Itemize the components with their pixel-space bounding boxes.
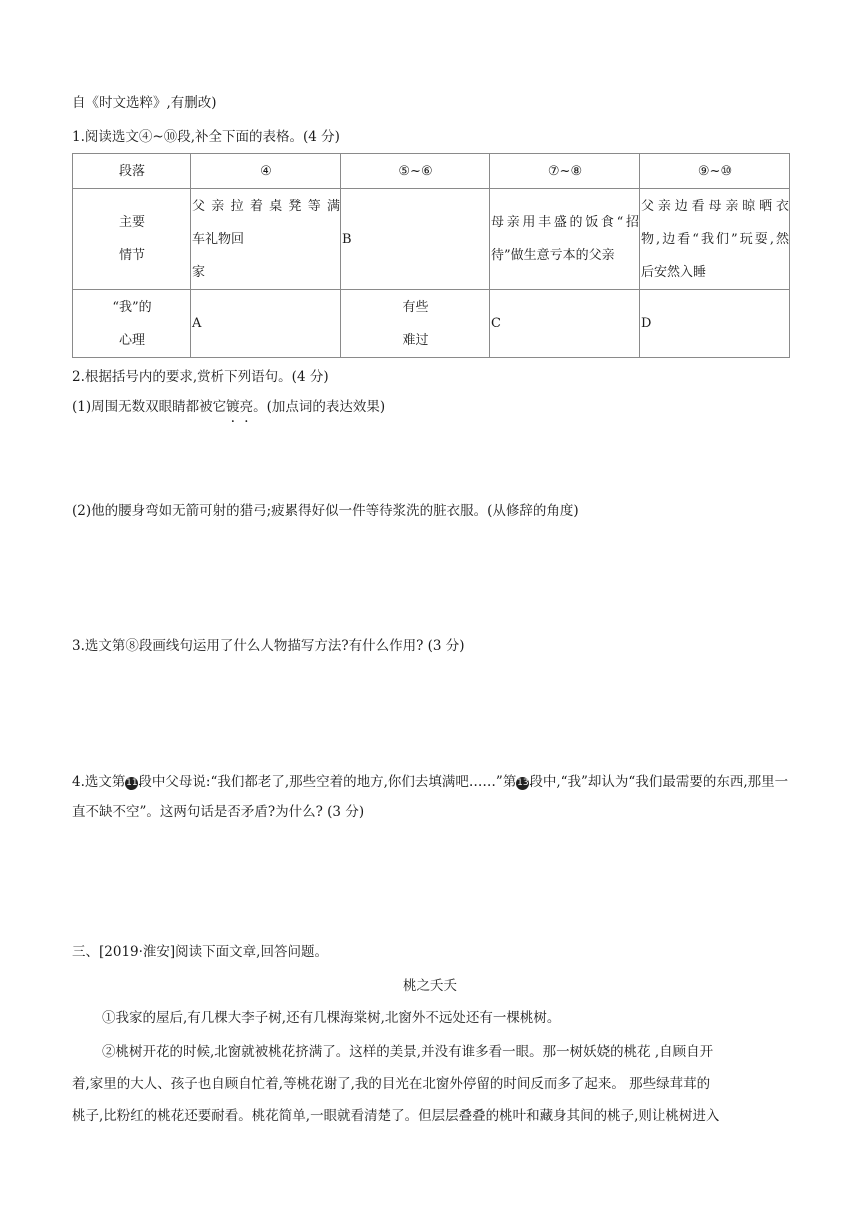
- question-2-sub-1: (1)周围无数双眼睛都被它镀亮。(加点词的表达效果): [72, 399, 386, 415]
- cell-mood-c: C: [490, 290, 640, 358]
- cell-mood-5-6: 有些 难过: [341, 290, 490, 358]
- section-3-heading: 三、[2019·淮安]阅读下面文章,回答问题。: [72, 944, 328, 960]
- dotted-char: 亮: [239, 399, 254, 415]
- article-paragraph-1: ①我家的屋后,有几棵大李子树,还有几棵海棠树,北窗外不远处还有一棵桃树。: [102, 1010, 561, 1026]
- question-3-prompt: 3.选文第⑧段画线句运用了什么人物描写方法?有什么作用? (3 分): [72, 638, 465, 654]
- cell-plot-7-8: 母亲用丰盛的饭食“招 待”做生意亏本的父亲: [490, 189, 640, 290]
- header-cell: ⑦~⑧: [490, 154, 640, 189]
- cell-plot-4: 父亲拉着桌凳等满 车礼物回 家: [191, 189, 341, 290]
- source-line: 自《时文选粹》,有删改): [72, 95, 217, 111]
- circled-number: 13: [517, 778, 529, 788]
- article-paragraph-2-line: ②桃树开花的时候,北窗就被桃花挤满了。这样的美景,并没有谁多看一眼。那一树妖娆的桃花 ,自顾自开: [102, 1044, 714, 1060]
- cell-mood-d: D: [640, 290, 790, 358]
- dotted-char: 镀: [226, 399, 240, 415]
- question-4-prompt: 4.选文第11段中父母说:“我们都老了,那些空着的地方,你们去填满吧……”第13段中,“我”却认为“我们最需要的东西,那里一直不缺不空”。这两句话是否矛盾?为什么? (3 分): [72, 774, 789, 820]
- header-cell: ⑤~⑥: [341, 154, 490, 189]
- table-header-row: [73, 154, 790, 189]
- question-2-prompt: 2.根据括号内的要求,赏析下列语句。(4 分): [72, 369, 329, 385]
- article-paragraph-2-line: 桃子,比粉红的桃花还要耐看。桃花简单,一眼就看清楚了。但层层叠叠的桃叶和藏身其间的桃子,则让桃树进入: [72, 1108, 720, 1124]
- article-paragraph-2-line: 着,家里的大人、孩子也自顾自忙着,等桃花谢了,我的目光在北窗外停留的时间反而多了起来。 那些绿茸茸的: [72, 1076, 711, 1092]
- row-label-mood: “我”的 心理: [73, 290, 191, 358]
- row-label-plot: 主要 情节: [73, 189, 191, 290]
- cell-plot-9-10: 父亲边看母亲晾晒衣 物,边看“我们”玩耍,然 后安然入睡: [640, 189, 790, 290]
- cell-mood-a: A: [191, 290, 341, 358]
- circled-number: 11: [126, 778, 138, 788]
- header-cell: ④: [191, 154, 341, 189]
- mood-row: [73, 290, 790, 358]
- article-title: 桃之夭夭: [403, 978, 457, 994]
- header-cell: 段落: [73, 154, 191, 189]
- plot-table: [72, 153, 790, 358]
- question-1-prompt: 1.阅读选文④~⑩段,补全下面的表格。(4 分): [72, 129, 340, 145]
- cell-plot-5-6: B: [341, 189, 490, 290]
- question-2-sub-2: (2)他的腰身弯如无箭可射的猎弓;疲累得好似一件等待浆洗的脏衣服。(从修辞的角度): [72, 503, 579, 519]
- plot-row: [73, 189, 790, 290]
- header-cell: ⑨~⑩: [640, 154, 790, 189]
